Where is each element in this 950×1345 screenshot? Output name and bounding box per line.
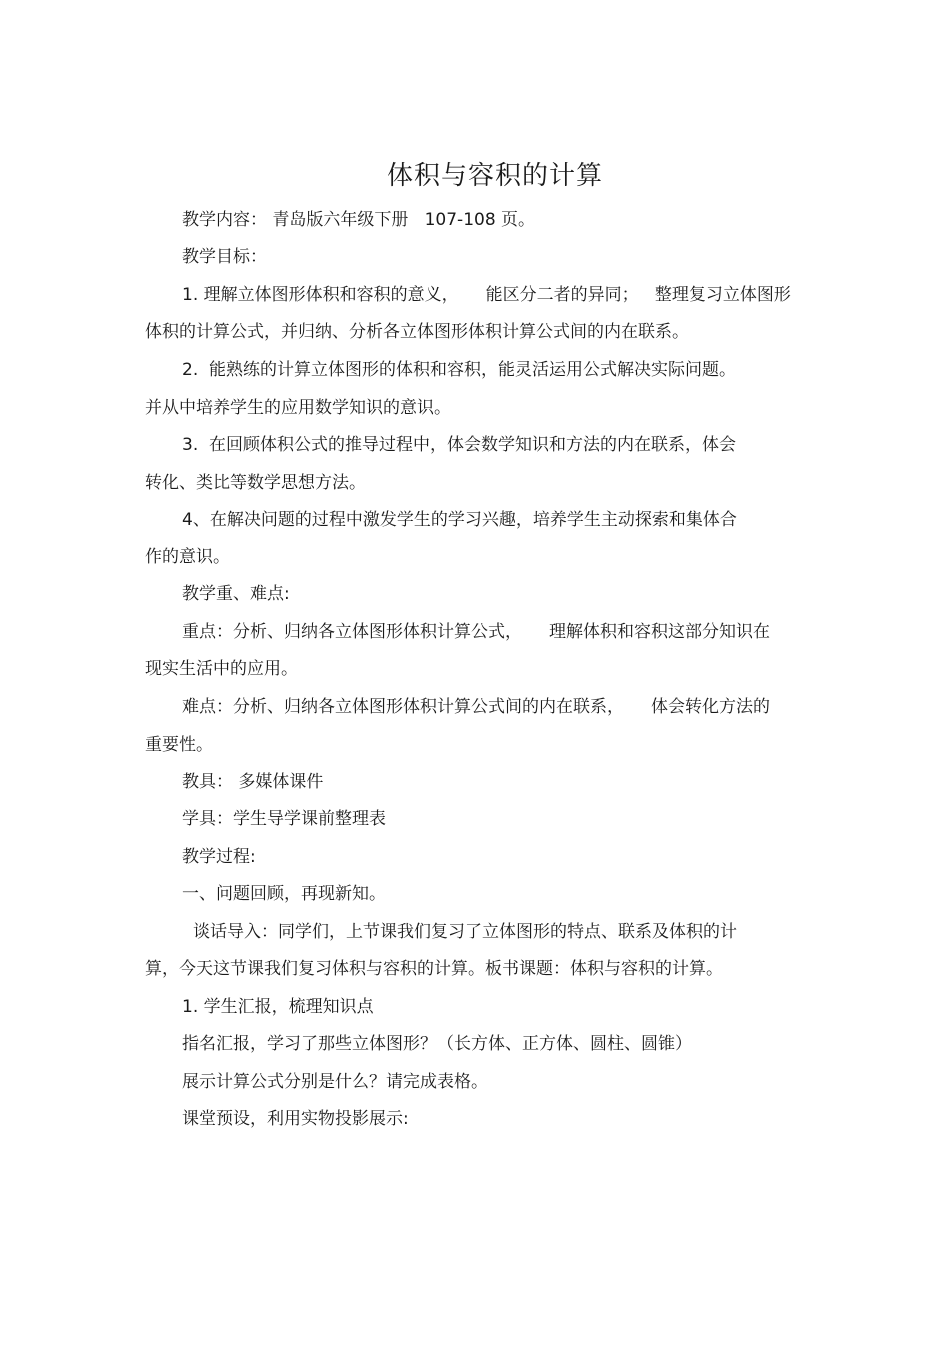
- section-1-heading: 一、问题回顾，再现新知。: [182, 884, 386, 904]
- difficulty-line-1: 难点：分析、归纳各立体图形体积计算公式间的内在联系， 体会转化方法的: [182, 697, 771, 717]
- goal-1-line-2: 体积的计算公式，并归纳、分析各立体图形体积计算公式间的内在联系。: [145, 322, 689, 342]
- difficulty-line-2: 重要性。: [145, 735, 213, 755]
- goal-3-line-2: 转化、类比等数学思想方法。: [145, 473, 366, 493]
- intro-line-2: 算，今天这节课我们复习体积与容积的计算。板书课题：体积与容积的计算。: [145, 959, 723, 979]
- goal-3-line-1: 3. 在回顾体积公式的推导过程中，体会数学知识和方法的内在联系，体会: [182, 435, 737, 455]
- teaching-content: 教学内容： 青岛版六年级下册 107-108 页。: [182, 210, 536, 230]
- step-1-heading: 1. 学生汇报，梳理知识点: [182, 997, 374, 1017]
- document-title: 体积与容积的计算: [386, 161, 603, 191]
- key-point-line-2: 现实生活中的应用。: [145, 659, 298, 679]
- step-1-question: 指名汇报，学习了那些立体图形？（长方体、正方体、圆柱、圆锥）: [182, 1034, 692, 1054]
- teaching-aids: 教具： 多媒体课件: [182, 772, 324, 792]
- teaching-process-heading: 教学过程:: [182, 847, 256, 867]
- goal-2-line-1: 2. 能熟练的计算立体图形的体积和容积，能灵活运用公式解决实际问题。: [182, 360, 737, 380]
- goal-4-line-1: 4、在解决问题的过程中激发学生的学习兴趣，培养学生主动探索和集体合: [182, 510, 737, 530]
- teaching-goals-heading: 教学目标：: [182, 247, 267, 267]
- key-point-line-1: 重点：分析、归纳各立体图形体积计算公式， 理解体积和容积这部分知识在: [182, 622, 771, 642]
- step-1-formula-prompt: 展示计算公式分别是什么？请完成表格。: [182, 1072, 488, 1092]
- key-points-heading: 教学重、难点:: [182, 584, 290, 604]
- intro-line-1: 谈话导入：同学们，上节课我们复习了立体图形的特点、联系及体积的计: [193, 922, 737, 942]
- classroom-preset: 课堂预设，利用实物投影展示:: [182, 1109, 409, 1129]
- goal-4-line-2: 作的意识。: [145, 547, 230, 567]
- goal-2-line-2: 并从中培养学生的应用数学知识的意识。: [145, 398, 451, 418]
- goal-1-line-1: 1. 理解立体图形体积和容积的意义， 能区分二者的异同； 整理复习立体图形: [182, 285, 791, 305]
- student-aids: 学具：学生导学课前整理表: [182, 809, 386, 829]
